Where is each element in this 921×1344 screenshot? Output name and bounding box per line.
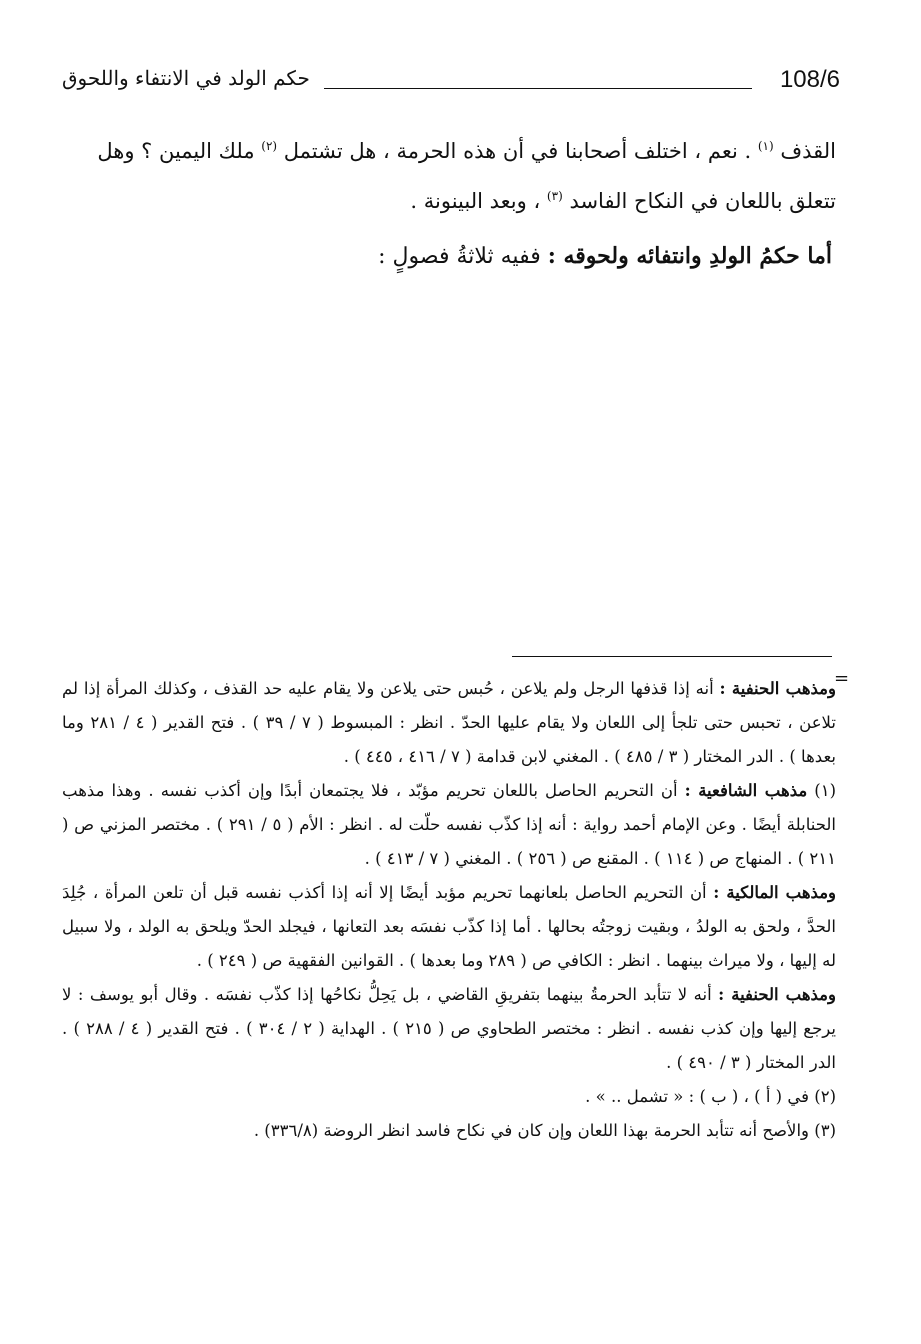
footnote-text: أن التحريم الحاصل بلعانهما تحريم مؤبد أيضًا إلا أنه إذا أكذب نفسه قبل أن تلعن المرأة ، جُلِدَ الحدَّ ، ولحق به الولدُ ، وبقيت زوجتُه بحالها . أما إذا كذّب نفسَه بعد التعانها ، فيجلد الحدّ ويلحق به الولد ، ولا سبيل له إليها ، ولا ميراث بينهما . انظر : الكافي ص ( ٢٨٩ وما بعدها ) . القوانين الفقهية ص ( ٢٤٩ ) . bbox=[62, 883, 836, 970]
footnote-2: (٢) في ( أ ) ، ( ب ) : « تشمل .. » . bbox=[585, 1087, 836, 1106]
footnote-text: أنه إذا قذفها الرجل ولم يلاعن ، حُبس حتى يلاعن ولا يقام عليه حد القذف ، وكذلك المرأة إذا لم تلاعن ، تحبس حتى تلجأ إلى اللعان ولا يقام عليها الحدّ . انظر : المبسوط ( ٧ / ٣٩ ) . فتح القدير ( ٤ / ٢٨١ وما بعدها ) . الدر المختار ( ٣ / ٤٨٥ ) . المغني لابن قدامة ( ٧ / ٤١٦ ، ٤٤٥ ) . bbox=[62, 679, 836, 766]
footnote-label: ومذهب الحنفية : bbox=[718, 985, 836, 1004]
page-header bbox=[62, 64, 840, 100]
para-text: ، وبعد البينونة . bbox=[410, 189, 547, 213]
footnote-text: أن التحريم الحاصل باللعان تحريم مؤبّد ، فلا يجتمعان أبدًا وإن أكذب نفسه . وهذا مذهب الحنابلة أيضًا . وعن الإمام أحمد رواية : أنه إذا كذّب نفسه حلّت له . انظر : الأم ( ٥ / ٢٩١ ) . مختصر المزني ص ( ٢١١ ) . المنهاج ص ( ١١٤ ) . المقنع ص ( ٢٥٦ ) . المغني ( ٧ / ٤١٣ ) . bbox=[62, 781, 836, 868]
footnote-1-hanafi bbox=[62, 978, 836, 1080]
footnote-rule bbox=[512, 656, 832, 657]
header-rule bbox=[324, 88, 752, 89]
footnote-label: ومذهب الحنفية : bbox=[719, 679, 836, 698]
footnote-1 bbox=[62, 774, 836, 876]
footnote-1-maliki bbox=[62, 876, 836, 978]
footnote-ref-2: (٢) bbox=[261, 139, 278, 153]
running-title: حكم الولد في الانتفاء واللحوق bbox=[62, 66, 310, 90]
footnote-ref-1: (١) bbox=[757, 139, 774, 153]
footnote-number: (١) bbox=[807, 781, 836, 800]
section-heading-bold: أما حكمُ الولدِ وانتفائه ولحوقه : bbox=[547, 243, 832, 269]
footnote-continuation bbox=[62, 672, 836, 774]
para-text: ملك اليمين ؟ وهل تتعلق باللعان في النكاح الفاسد bbox=[97, 139, 836, 213]
footnote-label: ومذهب المالكية : bbox=[713, 883, 837, 902]
para-text: القذف bbox=[780, 139, 836, 163]
section-heading-rest: ففيه ثلاثةُ فصولٍ : bbox=[378, 244, 548, 269]
main-paragraph bbox=[62, 126, 836, 226]
para-text: . نعم ، اختلف أصحابنا في أن هذه الحرمة ، هل تشتمل bbox=[283, 139, 758, 163]
footnotes bbox=[62, 672, 836, 1148]
footnote-label: مذهب الشافعية : bbox=[684, 781, 808, 800]
main-text bbox=[62, 126, 836, 226]
page-number: 108/6 bbox=[779, 66, 840, 93]
section-heading bbox=[62, 236, 832, 277]
footnote-text: أنه لا تتأبد الحرمةُ بينهما بتفريقِ القاضي ، بل يَحِلُّ نكاحُها إذا كذّب نفسَه . وقال أبو يوسف : لا يرجع إليها وإن كذب نفسه . انظر : مختصر الطحاوي ص ( ٢١٥ ) . الهداية ( ٢ / ٣٠٤ ) . فتح القدير ( ٤ / ٢٨٨ ) . الدر المختار ( ٣ / ٤٩٠ ) . bbox=[62, 985, 836, 1072]
footnote-3: (٣) والأصح أنه تتأبد الحرمة بهذا اللعان وإن كان في نكاح فاسد انظر الروضة (٣٣٦/٨) . bbox=[253, 1121, 836, 1140]
footnote-ref-3: (٣) bbox=[546, 189, 563, 203]
continuation-mark: = bbox=[834, 668, 850, 689]
